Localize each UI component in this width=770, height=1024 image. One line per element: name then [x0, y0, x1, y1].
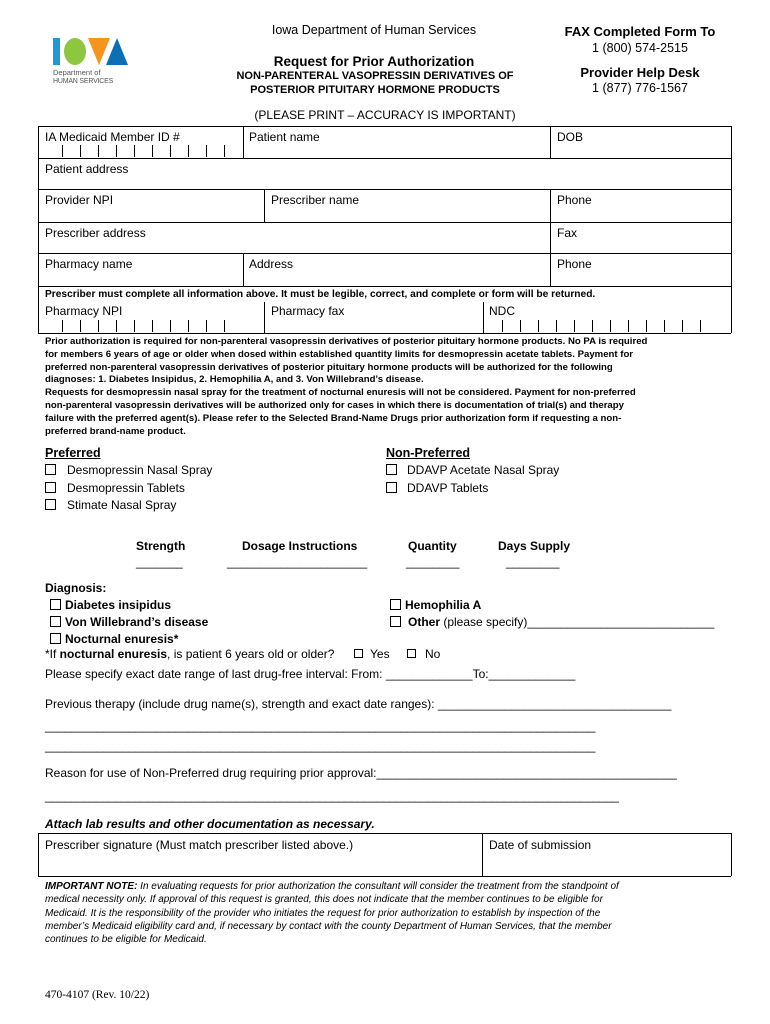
other-specify[interactable]: (please specify)____________________________ — [440, 615, 715, 629]
important-note — [45, 880, 619, 946]
nonpreferred-checkbox-2[interactable] — [386, 482, 397, 493]
criteria-paragraph — [45, 336, 647, 438]
form-subtitle-1: NON-PARENTERAL VASOPRESSIN DERIVATIVES OF — [236, 70, 514, 82]
important-note-line: Medicaid. It is the responsibility of the provider who initiates the request for prior authorization to establish by inspection of the — [45, 907, 601, 919]
yes-checkbox[interactable] — [354, 649, 363, 658]
preferred-heading: Preferred — [45, 446, 101, 460]
provider-npi-label: Provider NPI — [45, 193, 114, 207]
pharmacy-fax-label: Pharmacy fax — [271, 304, 345, 318]
preferred-drug-3: Stimate Nasal Spray — [67, 498, 177, 512]
dob-label: DOB — [557, 130, 584, 144]
preferred-checkbox-2[interactable] — [45, 482, 56, 493]
quantity-label: Quantity — [408, 539, 457, 553]
logo-sub2: HUMAN SERVICES — [53, 78, 114, 85]
nocturnal-checkbox[interactable] — [50, 633, 61, 644]
criteria-line: diagnoses: 1. Diabetes Insipidus, 2. Hemophilia A, and 3. Von Willebrand’s disease. — [45, 374, 424, 386]
important-note-line: In evaluating requests for prior authorization the consultant will consider the treatment from the standpoint of — [137, 881, 619, 892]
logo-letter-o — [64, 38, 86, 65]
days-supply-field[interactable]: ________ — [506, 555, 560, 569]
patient-name-label: Patient name — [249, 130, 320, 144]
reason-nonpreferred[interactable]: Reason for use of Non-Preferred drug requiring prior approval:_____________________________________________ — [45, 766, 677, 780]
fax-field-label: Fax — [557, 226, 578, 240]
attach-instructions: Attach lab results and other documentation as necessary. — [45, 817, 375, 831]
dosage-field[interactable]: _____________________ — [227, 555, 368, 569]
pharmacy-name-label: Pharmacy name — [45, 257, 133, 271]
other-checkbox[interactable] — [390, 616, 401, 627]
important-note-line: medical necessity only. If approval of this request is granted, this does not indicate that the member continues to be eligible for — [45, 894, 603, 906]
form-subtitle-2: POSTERIOR PITUITARY HORMONE PRODUCTS — [250, 84, 500, 96]
address-label: Address — [249, 257, 294, 271]
form-number: 470-4107 (Rev. 10/22) — [45, 989, 150, 1001]
previous-therapy-line-3[interactable]: _____________________________________________________________________________________ — [45, 739, 596, 753]
nonpreferred-drug-2: DDAVP Tablets — [407, 481, 489, 495]
patient-address-label: Patient address — [45, 162, 129, 176]
date-submission-label: Date of submission — [489, 838, 592, 852]
strength-field[interactable]: _______ — [136, 555, 183, 569]
signature-label: Prescriber signature (Must match prescriber listed above.) — [45, 838, 354, 852]
criteria-line: preferred brand-name product. — [45, 425, 186, 437]
logo-sub1: Department of — [53, 68, 101, 77]
nocturnal-label: Nocturnal enuresis* — [65, 632, 179, 646]
criteria-line: failure with the preferred agent(s). Please refer to the Selected Brand-Name Drugs prior authorization form if requesting a non- — [45, 412, 622, 424]
fax-label: FAX Completed Form To — [564, 24, 716, 39]
important-note-line: member’s Medicaid eligibility card and, if necessary by contact with the county Department of Human Services, that the member — [45, 920, 612, 932]
dhs-logo — [50, 36, 130, 92]
previous-therapy-line-2[interactable]: _____________________________________________________________________________________ — [45, 719, 596, 733]
signature-field[interactable] — [40, 852, 480, 874]
preferred-drug-1: Desmopressin Nasal Spray — [67, 463, 213, 477]
date-submission-field[interactable] — [484, 852, 729, 874]
criteria-line: for members 6 years of age or older when dosed within established quantity limits for desmopressin acetate tablets. Payment for — [45, 348, 634, 360]
age-question — [45, 647, 334, 661]
age-question-text: , is patient 6 years old or older? — [167, 647, 335, 661]
other-label — [408, 615, 714, 629]
quantity-field[interactable]: ________ — [406, 555, 460, 569]
hemophilia-label: Hemophilia A — [405, 598, 482, 612]
nonpreferred-heading: Non-Preferred — [386, 446, 471, 460]
form-title: Request for Prior Authorization — [273, 54, 475, 69]
nonpreferred-drug-1: DDAVP Acetate Nasal Spray — [407, 463, 560, 477]
days-supply-label: Days Supply — [498, 539, 571, 553]
print-note: (PLEASE PRINT – ACCURACY IS IMPORTANT) — [254, 108, 516, 122]
reason-line-2[interactable]: __________________________________________________________________________________________ — [45, 789, 619, 803]
pharmacy-npi-label: Pharmacy NPI — [45, 304, 123, 318]
logo-letter-a — [106, 38, 128, 65]
help-desk-number: 1 (877) 776-1567 — [592, 81, 688, 95]
criteria-line: non-parenteral vasopressin derivatives will be authorized only for cases in which there is documentation of trial(s) and therapy — [45, 399, 624, 411]
phone-label-1: Phone — [557, 193, 592, 207]
important-note-line: continues to be eligible for Medicaid. — [45, 934, 207, 946]
member-id-label: IA Medicaid Member ID # — [45, 130, 180, 144]
nonpreferred-checkbox-1[interactable] — [386, 464, 397, 475]
preferred-checkbox-1[interactable] — [45, 464, 56, 475]
dosage-label: Dosage Instructions — [242, 539, 358, 553]
criteria-line: Prior authorization is required for non-parenteral vasopressin derivatives of posterior pituitary hormone products. No PA is required — [45, 336, 648, 347]
drug-free-interval[interactable]: Please specify exact date range of last drug-free interval: From: _____________To:_____________ — [45, 667, 576, 681]
diabetes-checkbox[interactable] — [50, 599, 61, 610]
important-note-label: IMPORTANT NOTE: — [45, 881, 138, 892]
preferred-drug-2: Desmopressin Tablets — [67, 481, 185, 495]
age-question-condition: nocturnal enuresis — [59, 647, 168, 661]
strength-label: Strength — [136, 539, 186, 553]
diabetes-label: Diabetes insipidus — [65, 598, 172, 612]
ndc-label: NDC — [489, 304, 515, 318]
prescriber-address-label: Prescriber address — [45, 226, 146, 240]
hemophilia-checkbox[interactable] — [390, 599, 401, 610]
fax-number: 1 (800) 574-2515 — [592, 41, 688, 55]
vonw-label: Von Willebrand’s disease — [65, 615, 209, 629]
preferred-checkbox-3[interactable] — [45, 499, 56, 510]
vonw-checkbox[interactable] — [50, 616, 61, 627]
phone-label-2: Phone — [557, 257, 592, 271]
agency-name: Iowa Department of Human Services — [271, 23, 477, 37]
criteria-line: Requests for desmopressin nasal spray for the treatment of nocturnal enuresis will not be considered. Payment for non-preferred — [45, 387, 636, 399]
other-bold: Other — [408, 615, 441, 629]
help-desk-label: Provider Help Desk — [580, 65, 700, 80]
no-checkbox[interactable] — [407, 649, 416, 658]
criteria-line: preferred non-parenteral vasopressin derivatives of posterior pituitary hormone products will be authorized for the following — [45, 361, 613, 373]
previous-therapy[interactable]: Previous therapy (include drug name(s), strength and exact date ranges): ___________________________________ — [45, 697, 672, 711]
prescriber-notice: Prescriber must complete all information above. It must be legible, correct, and complete or form will be returned. — [45, 289, 596, 300]
diagnosis-label: Diagnosis: — [45, 581, 107, 595]
yes-label: Yes — [370, 647, 390, 661]
no-label: No — [425, 647, 441, 661]
prescriber-name-label: Prescriber name — [271, 193, 360, 207]
age-question-prefix: *If — [45, 647, 60, 661]
logo-letter-i — [53, 38, 60, 65]
